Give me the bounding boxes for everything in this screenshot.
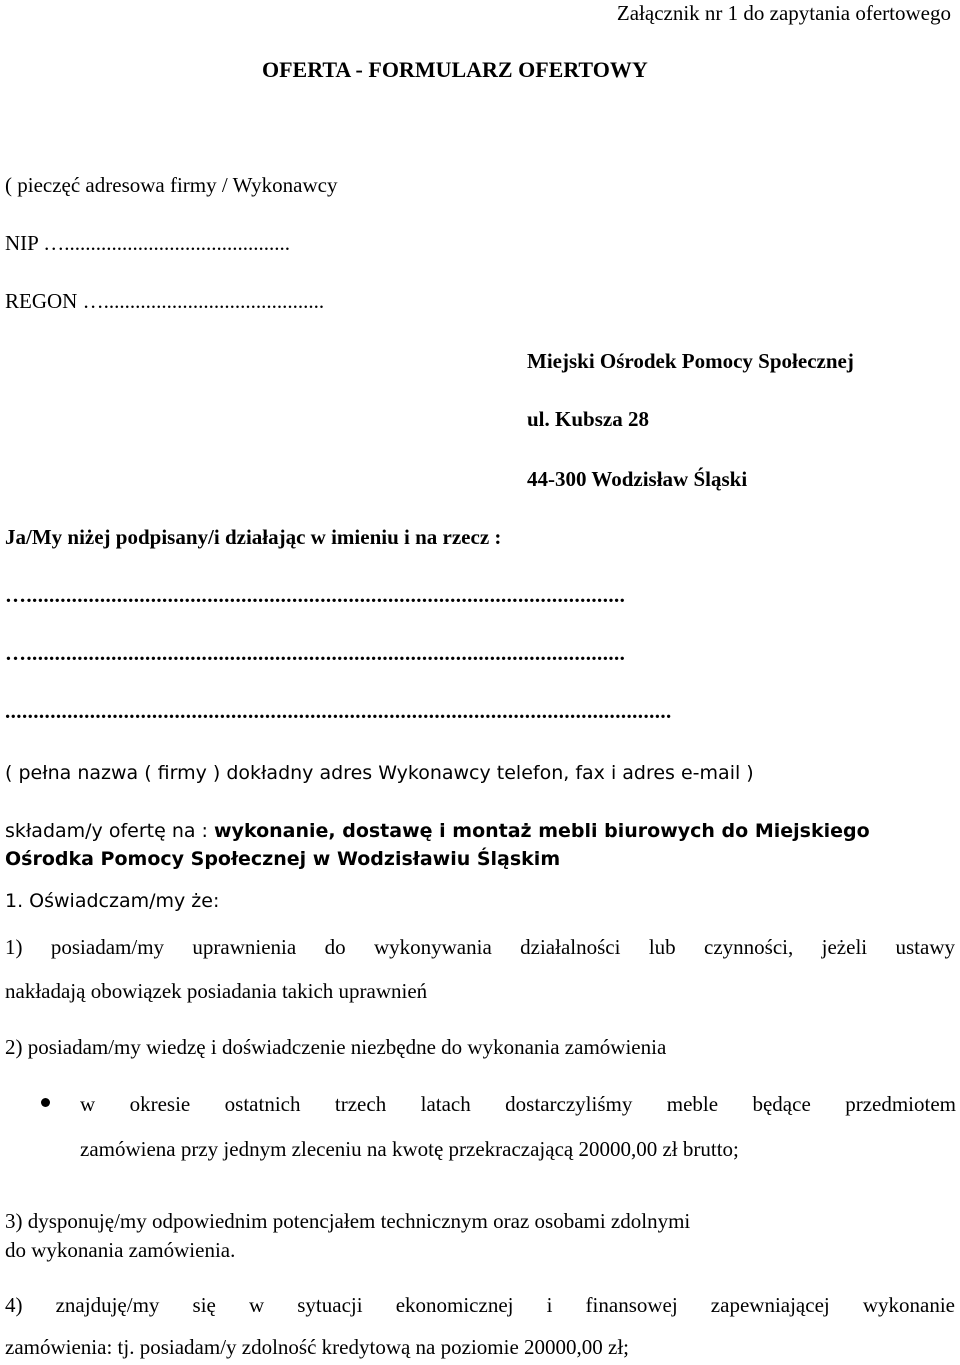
offer-statement xyxy=(5,818,905,873)
statement-bullet-line1: w okresie ostatnich trzech latach dostarczyliśmy meble będące przedmiotem xyxy=(80,1092,956,1116)
form-title: OFERTA - FORMULARZ OFERTOWY xyxy=(262,57,648,82)
contractor-stamp: ( pieczęć adresowa firmy / Wykonawcy xyxy=(5,173,338,197)
declarant-dots-line-2: ….......................................................................................................... xyxy=(5,641,626,665)
statement-p3-line2: do wykonania zamówienia. xyxy=(5,1238,236,1262)
recipient-city: 44-300 Wodzisław Śląski xyxy=(527,467,748,491)
statement-p4-line1: 4) znajduję/my się w sytuacji ekonomicznej i finansowej zapewniającej wykonanie xyxy=(5,1293,955,1317)
declarant-dots-line-3: ...................................................................................................................... xyxy=(5,699,672,723)
declarant-caption: ( pełna nazwa ( firmy ) dokładny adres Wykonawcy telefon, fax i adres e-mail ) xyxy=(5,762,754,784)
offer-prefix: składam/y ofertę na : xyxy=(5,820,214,842)
recipient-street: ul. Kubsza 28 xyxy=(527,407,649,431)
statement-p2: 2) posiadam/my wiedzę i doświadczenie niezbędne do wykonania zamówienia xyxy=(5,1035,667,1059)
statement-p1-line2: nakładają obowiązek posiadania takich uprawnień xyxy=(5,979,428,1003)
declarant-dots-line-1: ….......................................................................................................... xyxy=(5,583,626,607)
bullet-icon xyxy=(41,1098,50,1107)
declarant-intro: Ja/My niżej podpisany/i działając w imieniu i na rzecz : xyxy=(5,525,502,549)
statement-p4-line2: zamówienia: tj. posiadam/y zdolność kredytową na poziomie 20000,00 zł; xyxy=(5,1335,630,1359)
offer-subject: wykonanie, dostawę i montaż mebli biurowych do Miejskiego Ośrodka Pomocy Społecznej w Wodzisławiu Śląskim xyxy=(5,820,870,870)
regon-field: REGON ….......................................... xyxy=(5,289,325,313)
statement-heading: 1. Oświadczam/my że: xyxy=(5,890,220,912)
statement-p1-line1: 1) posiadam/my uprawnienia do wykonywania działalności lub czynności, jeżeli ustawy xyxy=(5,935,955,959)
nip-field: NIP …........................................... xyxy=(5,231,291,255)
attachment-label: Załącznik nr 1 do zapytania ofertowego xyxy=(616,1,951,25)
recipient-name: Miejski Ośrodek Pomocy Społecznej xyxy=(527,349,854,373)
statement-bullet-line2: zamówiena przy jednym zleceniu na kwotę przekraczającą 20000,00 zł brutto; xyxy=(80,1137,739,1161)
statement-p3-line1: 3) dysponuję/my odpowiednim potencjałem technicznym oraz osobami zdolnymi xyxy=(5,1209,691,1233)
